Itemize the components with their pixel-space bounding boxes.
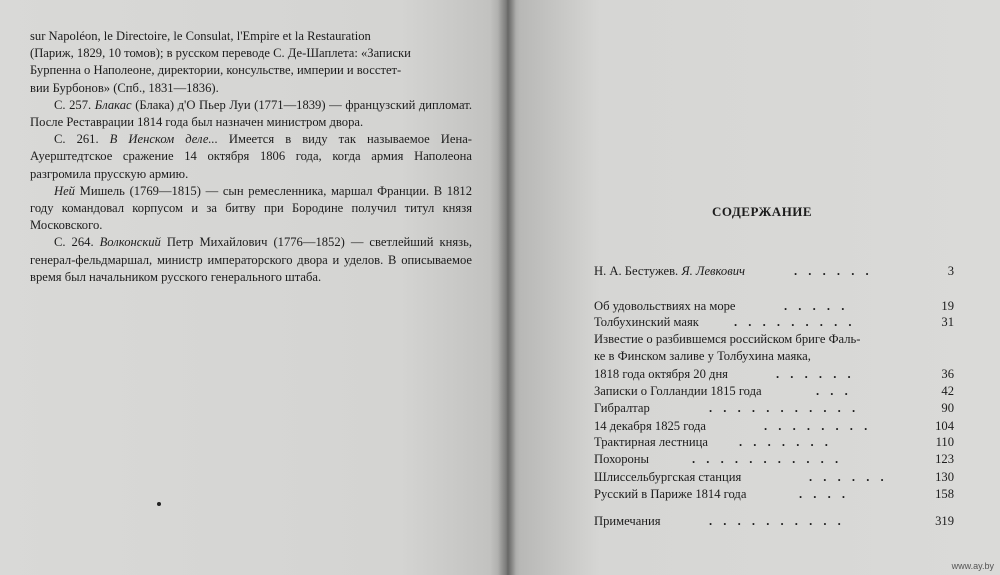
toc-leader-dots: . . . . . . . . . . [709, 514, 845, 528]
toc-entry-title: ке в Финском заливе у Толбухина маяка, [594, 349, 811, 363]
toc-entry-title: Похороны [594, 452, 649, 466]
toc-leader-dots: . . . . . . . . . . . [692, 452, 843, 466]
toc-entry [594, 331, 954, 348]
watermark: www.ay.by [951, 561, 994, 571]
toc-entry-author: Я. Левкович [681, 264, 745, 278]
notes-text [30, 28, 472, 286]
toc-entry-title: Шлиссельбургская станция [594, 470, 742, 484]
note-term: Волконский [99, 235, 161, 250]
note-iena [30, 131, 472, 183]
toc-page-number: 42 [941, 384, 954, 398]
toc-page-number: 104 [935, 419, 954, 433]
toc-entry-title: Н. А. Бестужев. Я. Левкович [594, 264, 745, 278]
note-blakas [30, 97, 472, 131]
note-body: (Блака) д'О Пьер Луи (1771—1839) — французский дипломат. После Реставрации 1814 года был назначен министром двора. [30, 97, 472, 130]
toc-entry-title: Трактирная лестница [594, 435, 708, 449]
toc-entry-title: Русский в Париже 1814 года [594, 487, 747, 501]
notes-line-3: Бурпенна о Наполеоне, директории, консульстве, империи и восстет- [30, 63, 402, 78]
toc-leader-dots: . . . . . . . . . . . [709, 401, 860, 415]
note-ref: С. 257. [54, 97, 92, 112]
notes-line-2: (Париж, 1829, 10 томов); в русском переводе С. Де-Шаплета: «Записки [30, 46, 411, 61]
toc-leader-dots: . . . . [799, 487, 850, 501]
toc-title: СОДЕРЖАНИЕ [712, 204, 813, 219]
right-page [512, 0, 1000, 575]
toc-page-number: 36 [941, 367, 954, 381]
toc-page-number: 90 [941, 401, 954, 415]
toc-page-number: 319 [935, 514, 954, 528]
toc-entry-title: Записки о Голландии 1815 года [594, 384, 762, 398]
toc-entry [594, 298, 954, 315]
toc-leader-dots: . . . [816, 384, 852, 398]
note-term: В Иенском деле... [109, 132, 218, 147]
toc-entry [594, 400, 954, 417]
toc-entry [594, 486, 954, 503]
toc-entry [594, 263, 954, 280]
toc-entry [594, 513, 954, 530]
note-ref: С. 261. [54, 132, 99, 147]
toc-entry-title: Об удовольствиях на море [594, 299, 736, 313]
toc-leader-dots: . . . . . . . [739, 435, 832, 449]
toc-entry [594, 314, 954, 331]
printer-mark [157, 502, 161, 506]
note-ref: С. 264. [54, 235, 94, 250]
toc-entry-title: Известие о разбившемся российском бриге Фаль- [594, 332, 861, 346]
toc-page-number: 31 [941, 315, 954, 329]
note-body: Петр Михайлович (1776—1852) — светлейший князь, генерал-фельдмаршал, министр императорского двора и уделов. В описываемое время был начальником русского генерального штаба. [30, 235, 472, 284]
note-volkonsky [30, 234, 472, 286]
toc-entry [594, 383, 954, 400]
notes-line-4: вии Бурбонов» (Спб., 1831—1836). [30, 80, 219, 95]
toc-page-number: 19 [941, 299, 954, 313]
note-term: Блакас [94, 97, 132, 112]
toc-leader-dots: . . . . . . [794, 264, 873, 278]
toc-entry [594, 451, 954, 468]
toc-entry-title: Примечания [594, 514, 661, 528]
note-term: Ней [54, 183, 75, 198]
toc-entry-title: Гибралтар [594, 401, 650, 415]
toc-page-number: 3 [947, 264, 954, 278]
notes-line-1: sur Napoléon, le Directoire, le Consulat, l'Empire et la Restauration [30, 29, 371, 43]
toc-entry [594, 434, 954, 451]
note-ney [30, 183, 472, 235]
note-body: Имеется в виду так называемое Иена-Ауерштедтское сражение 14 октября 1806 года, когда армия Наполеона разгромила прусскую армию. [30, 132, 472, 181]
toc-entry [594, 348, 954, 365]
toc-entry-title: Толбухинский маяк [594, 315, 699, 329]
toc-entry-title: 14 декабря 1825 года [594, 419, 707, 433]
toc-leader-dots: . . . . . [784, 299, 849, 313]
toc-leader-dots: . . . . . . . . . [734, 315, 856, 329]
note-body: Мишель (1769—1815) — сын ремесленника, маршал Франции. В 1812 году командовал корпусом и за битву при Бородине получил титул князя Московского. [30, 183, 472, 233]
toc-entry [594, 418, 954, 435]
toc-leader-dots: . . . . . . [776, 367, 855, 381]
toc-page-number: 110 [935, 435, 954, 449]
toc-entry-title: 1818 года октября 20 дня [594, 367, 728, 381]
toc-page-number: 130 [935, 470, 954, 484]
toc-entry [594, 469, 954, 486]
toc-entry [594, 366, 954, 383]
toc-page-number: 158 [935, 487, 954, 501]
toc-leader-dots: . . . . . . . . [764, 419, 872, 433]
toc-page-number: 123 [935, 452, 954, 466]
toc-leader-dots: . . . . . . [809, 470, 888, 484]
